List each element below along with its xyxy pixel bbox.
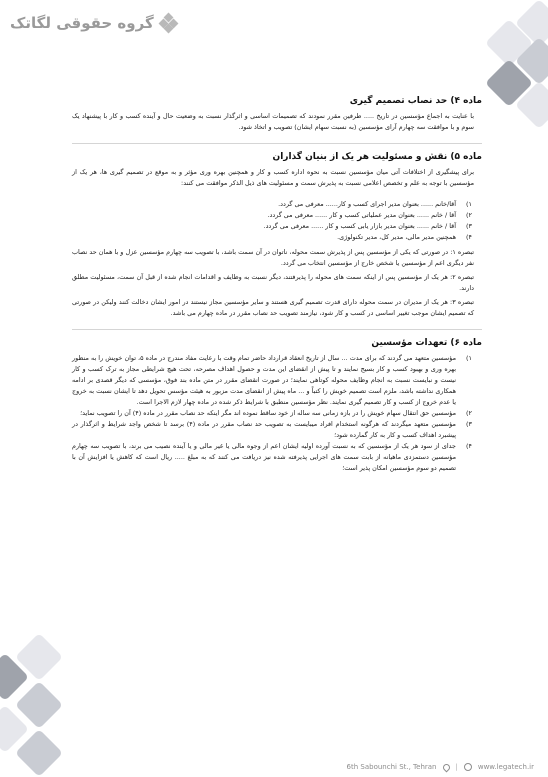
item-number: ۴) [466, 233, 472, 241]
item-text: آقا / خانم ...... بعنوان مدیر عملیاتی کسب و کار ...... معرفی می گردد. [267, 211, 456, 219]
decorative-diamond [15, 729, 63, 777]
item-number: ۳) [466, 420, 472, 428]
item-number: ۲) [466, 409, 472, 417]
list-item [72, 210, 476, 221]
footer-website[interactable]: www.legatech.ir [477, 763, 534, 771]
logo-icon [160, 14, 178, 32]
item-number: ۲) [466, 211, 472, 219]
item-text: مؤسسین متعهد می گردند که برای مدت ... سال از تاریخ انعقاد قرارداد حاضر تمام وقت با رعایت مفاد مندرج در ماده ۵، توان خویش را به منظور بهره وری و بهبود کسب و کار بسیج نمایند و تا پیش از انقضای این مدت و حصول اهداف مصرحه، تحت هیچ شرایطی مجاز به ترک کسب و کار نیست و نبایست نسبت به انجام وظایف محوله کوتاهی نمایند؛ در صورت انقضای مقرر در متن ماده بند فوق، مؤسسی که دیگر قصدی بر ادامه همکاری نداشته باشد، ملزم است تصمیم خویش را کتباً و ... ماه پیش از انقضای مدت مزبور به هیئت مؤسس تحویل دهد تا ایشان نسبت به خروج یا عدم خروج از کسب و کار تصمیم گیری نمایند. نظر مؤسسین منطبق با شرایط ذکر شده در ماده چهار لازم الاجرا است. [72, 354, 456, 406]
item-number: ۳) [466, 222, 472, 230]
section-article-5 [72, 152, 482, 319]
section-paragraph: با عنایت به اجماع مؤسسین در تاریخ ..... طرفین مقرر نمودند که تصمیمات اساسی و اثرگذار نسبت به وضعیت حال و آینده کسب و کار با پیشنهاد یک سوم و با موافقت سه چهارم آرای مؤسسین (به نسبت سهام ایشان) تصویب و اتخاذ شود. [72, 112, 474, 131]
page-footer [347, 763, 534, 771]
logo-text: گروه حقوقی لگاتک [10, 14, 154, 32]
list-item [72, 232, 476, 243]
document-body [72, 96, 482, 484]
item-number: ۴) [466, 442, 472, 450]
section-title: ماده ۶) تعهدات مؤسسین [371, 338, 482, 348]
divider [72, 329, 482, 330]
divider [72, 143, 482, 144]
list-item [72, 199, 476, 210]
item-text: مؤسسین متعهد میگردند که هرگونه استخدام افراد میبایست به تصویب حد نصاب مقرر در ماده (۴) برسد تا شخص واجد شرایط و اثرگذار در پیشبرد اهداف کسب و کار به کار گمارده شود؛ [72, 420, 456, 439]
item-text: مؤسسین حق انتقال سهام خویش را در بازه زمانی سه ساله از خود ساقط نموده اند مگر اینکه حد نصاب مقرر در ماده (۴) آن را تصویب نماید؛ [80, 409, 456, 417]
item-text: جدای از سود هر یک از مؤسسین که به نسبت آورده اولیه ایشان اعم از وجوه مالی یا غیر مالی و یا آینده نصیب می برند، با تصویب سه چهارم مؤسسین دستمزدی ماهیانه از بابت سمت های اجرایی پذیرفته شده نیز دریافت می کنند که به مبلغ ..... ریال است که کاهش یا افزایش آن با تصمیم دو سوم مؤسسین امکان پذیر است؛ [72, 442, 456, 472]
note-3: تبصره ۳: هر یک از مدیران در سمت محوله دارای قدرت تصمیم گیری هستند و سایر مؤسسین مجاز نیستند در امور ایشان دخالت کنند ولیکن در صورتی که تصمیم ایشان موجب تغییر اساسی در کسب و کار شود، نیازمند تصویب حد نصاب مقرر در ماده چهارم می باشد. [72, 298, 474, 317]
section-article-6 [72, 338, 482, 474]
section-intro: برای پیشگیری از اختلافات آتی میان مؤسسین نسبت به نحوه اداره کسب و کار و همچنین بهره وری مؤثر و به موقع در تصمیم گیری ها، هر یک از مؤسسین با توجه به علم و تخصص اعلامی نسبت به پذیرش سمت و مسئولیت های ذیل الذکر موافقت می کنند: [72, 168, 474, 187]
item-text: آقا / خانم ...... بعنوان مدیر بازار یابی کسب و کار ...... معرفی می گردد. [263, 222, 456, 230]
list-item [72, 353, 476, 408]
list-item [72, 408, 476, 419]
location-pin-icon [441, 762, 451, 772]
item-text: آقا/خانم ...... بعنوان مدیر اجرای کسب و کار...... معرفی می گردد. [278, 200, 456, 208]
globe-icon [464, 763, 472, 771]
section-title: ماده ۴) حد نصاب تصمیم گیری [349, 96, 482, 106]
note-2: تبصره ۲: هر یک از مؤسسین پس از اینکه سمت های محوله را پذیرفتند، دیگر نسبت به وظایف و اقدامات انجام شده از قبل آن سمت، مسئولیت مطلق دارند. [72, 273, 474, 292]
item-number: ۱) [466, 200, 472, 208]
item-number: ۱) [466, 354, 472, 362]
list-item [72, 441, 476, 474]
footer-separator: | [455, 763, 458, 771]
footer-address: 6th Sabounchi St., Tehran [346, 763, 437, 771]
section-article-4 [72, 96, 482, 133]
brand-logo [10, 14, 178, 32]
item-text: همچنین مدیر مالی، مدیر کل، مدیر تکنولوژی. [337, 233, 456, 241]
note-1: تبصره ۱: در صورتی که یکی از مؤسسین پس از پذیرش سمت محوله، ناتوان در آن سمت باشد، با تصویب سه چهارم مؤسسین عزل و با همان حد نصاب نفر دیگری اعم از مؤسسین یا شخص خارج از مؤسسین انتخاب می گردد. [72, 248, 474, 267]
list-item [72, 221, 476, 232]
list-item [72, 419, 476, 441]
section-title: ماده ۵) نقش و مسئولیت هر یک از بنیان گذاران [272, 152, 482, 162]
